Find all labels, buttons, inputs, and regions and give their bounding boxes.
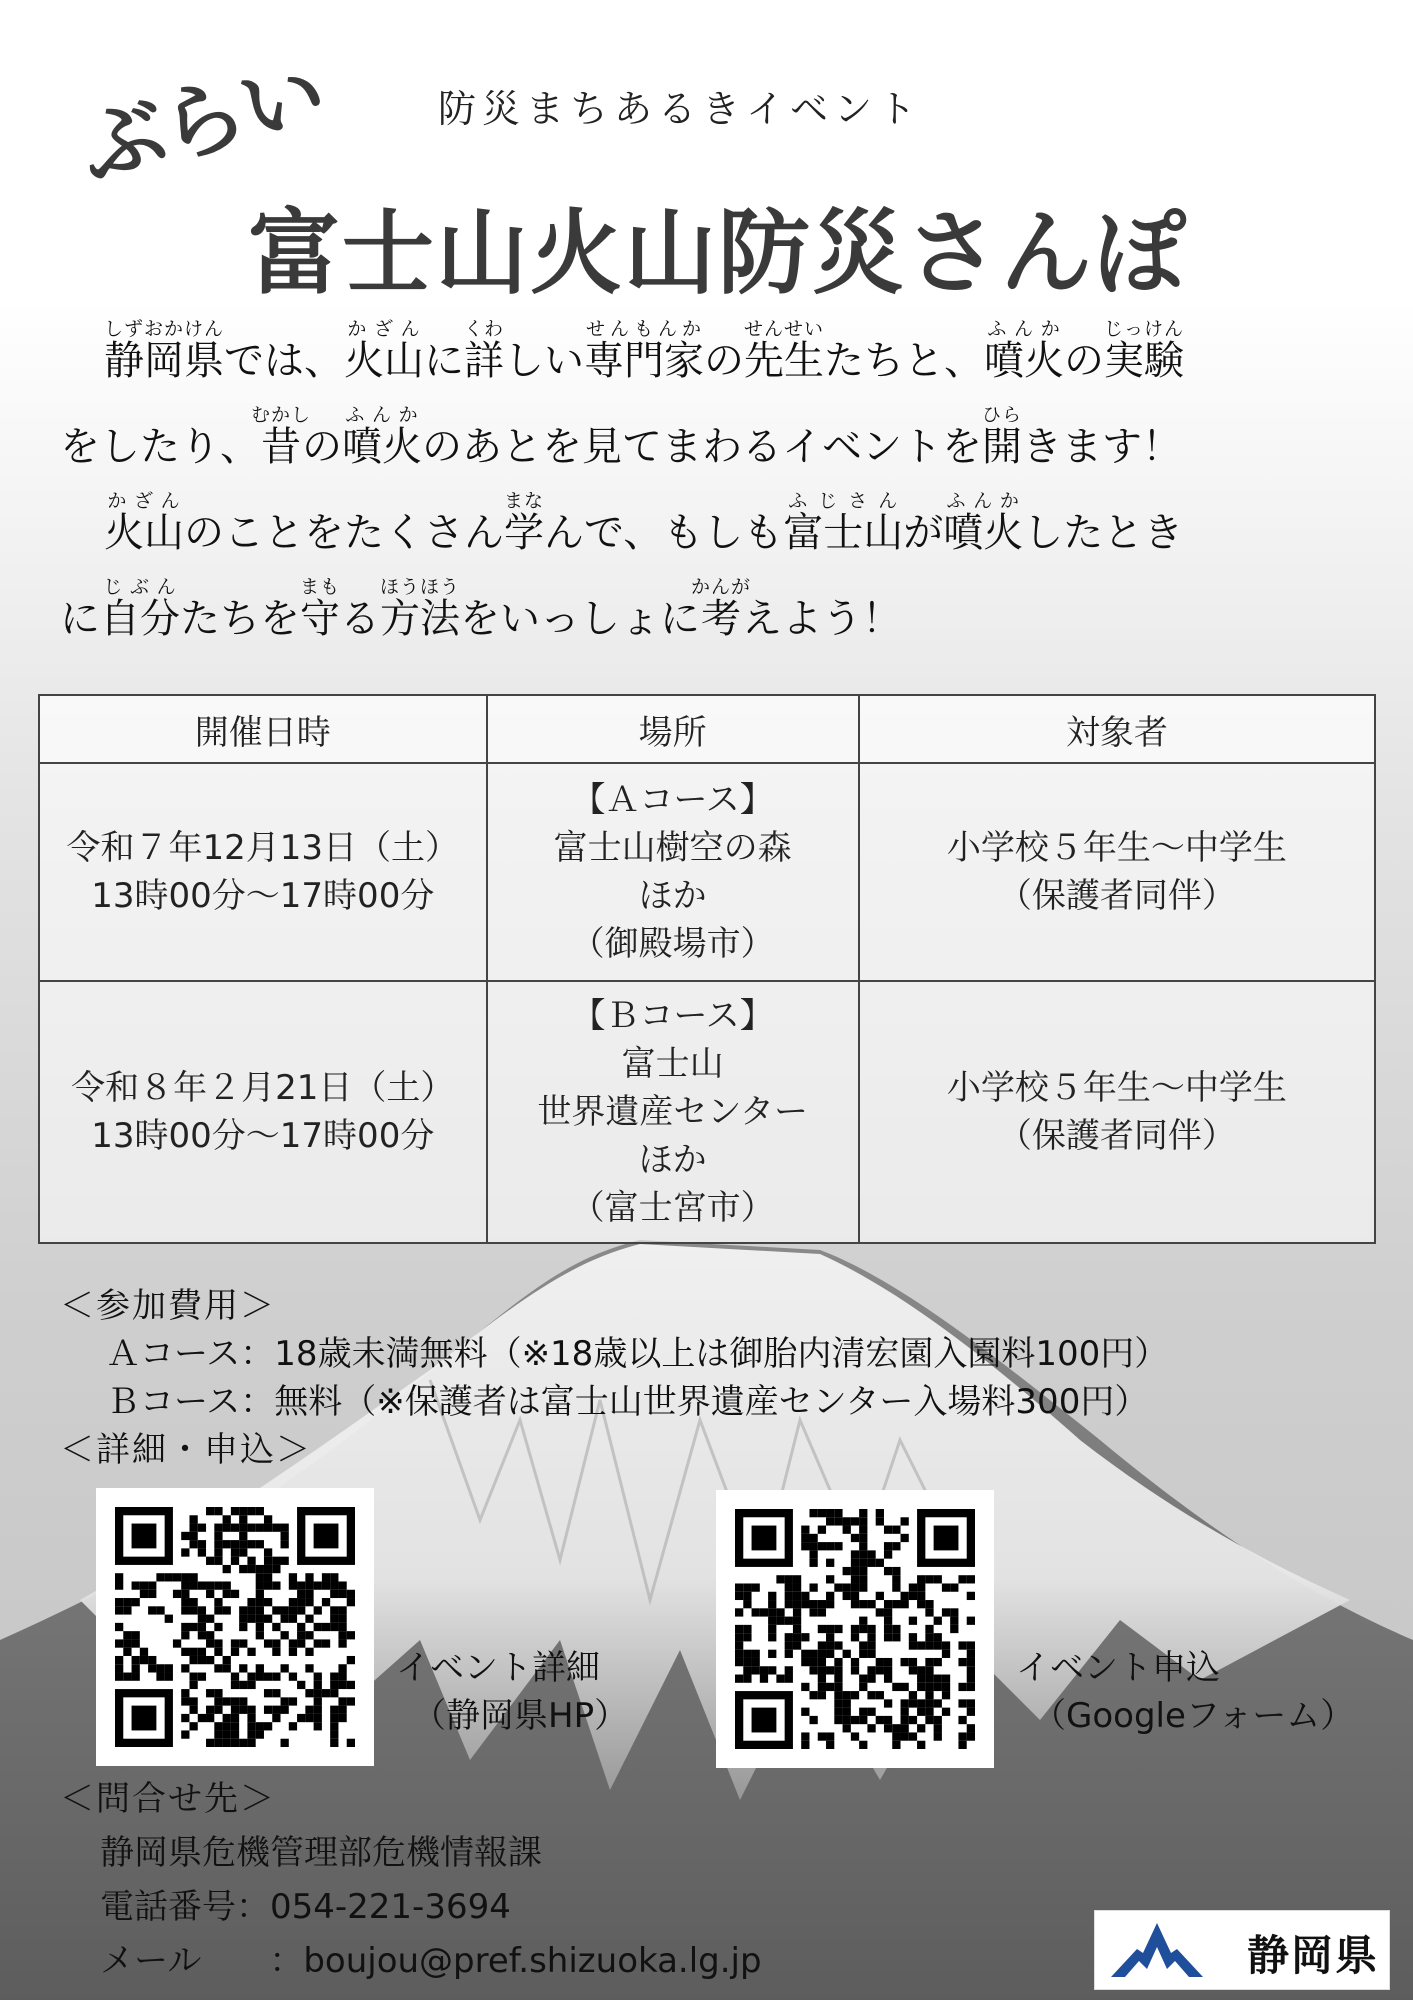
furigana-word: 火山かざん (104, 490, 184, 556)
furigana-word: 考かんが (691, 576, 752, 642)
furigana-word: 噴火ふんか (984, 318, 1065, 384)
header-target: 対象者 (859, 695, 1375, 763)
furigana-word: 先生せんせい (744, 318, 825, 384)
intro-line-4 (60, 576, 1360, 662)
intro-text-segment: のあとを見てまわるイベントを (422, 424, 982, 470)
furigana-word: 学まな (504, 490, 545, 556)
furigana-reading: ふんか (342, 404, 422, 426)
furigana-word: 自分じぶん (100, 576, 180, 642)
intro-text-segment: の (302, 424, 342, 470)
furigana-reading: ひら (982, 404, 1023, 426)
furigana-reading: まも (300, 576, 341, 598)
intro-line-3 (60, 490, 1360, 576)
intro-text-segment: をいっしょに (460, 596, 701, 642)
contact-phone[interactable]: 電話番号：054-221-3694 (100, 1887, 511, 1927)
place-cell: 【Ｂコース】 富士山 世界遺産センター ほか （富士宮市） (487, 981, 859, 1243)
prefecture-emblem-icon (1107, 1919, 1207, 1981)
contact-section (60, 1772, 762, 1988)
intro-text-segment: したとき (1023, 510, 1184, 556)
furigana-reading: じっけん (1104, 318, 1185, 340)
header-place: 場所 (487, 695, 859, 763)
furigana-word: 昔むかし (251, 404, 312, 470)
intro-text-segment: しい (504, 338, 585, 384)
table-row (39, 981, 1375, 1243)
furigana-reading: ふんか (984, 318, 1065, 340)
intro-text-segment: えよう！ (742, 596, 903, 642)
furigana-reading: せんもんか (584, 318, 704, 340)
intro-text-segment: のことをたくさん (184, 510, 504, 556)
contact-department: 静岡県危機管理部危機情報課 (100, 1833, 542, 1873)
qr-code-icon (115, 1507, 355, 1747)
furigana-reading: まな (504, 490, 545, 512)
furigana-word: 噴火ふんか (943, 490, 1024, 556)
furigana-reading: ふんか (943, 490, 1024, 512)
event-application-caption: イベント申込 （Googleフォーム） (1016, 1648, 1355, 1736)
fee-course-b: Ｂコース：無料（※保護者は富士山世界遺産センター入場料300円） (106, 1382, 1149, 1422)
intro-text-segment: たちと、 (824, 338, 985, 384)
qr-code-icon (735, 1509, 975, 1749)
furigana-reading: くわ (464, 318, 505, 340)
fees-section (60, 1282, 1168, 1474)
intro-line-1 (60, 318, 1360, 404)
contact-heading: ＜問合せ先＞ (60, 1779, 276, 1819)
fees-heading: ＜参加費用＞ (60, 1286, 276, 1326)
event-schedule-table (38, 694, 1376, 1244)
date-cell: 令和７年12月13日（土） 13時00分～17時00分 (39, 763, 487, 981)
intro-text-segment: んで、もしも (544, 510, 784, 556)
furigana-reading: ふじさん (783, 490, 904, 512)
event-subtitle: 防災まちあるきイベント (438, 87, 923, 131)
furigana-word: 実験じっけん (1104, 318, 1185, 384)
intro-text (60, 318, 1360, 662)
place-cell: 【Ａコース】 富士山樹空の森 ほか （御殿場市） (487, 763, 859, 981)
furigana-word: 静岡県しずおかけん (104, 318, 225, 384)
furigana-reading: かざん (104, 490, 184, 512)
furigana-reading: かんが (691, 576, 752, 598)
intro-text-segment: たちを (180, 596, 300, 642)
furigana-word: 守まも (300, 576, 341, 642)
intro-text-segment: では、 (224, 338, 345, 384)
fee-course-a: Ａコース：18歳未満無料（※18歳以上は御胎内清宏園入園料100円） (106, 1334, 1169, 1374)
furigana-word: 方法ほうほう (380, 576, 461, 642)
logo-text: 静岡県 (1247, 1931, 1380, 1980)
intro-text-segment: る (340, 596, 380, 642)
target-cell: 小学校５年生～中学生 （保護者同伴） (859, 763, 1375, 981)
tagline: ぶらい (71, 43, 334, 199)
intro-text-segment: きます！ (1022, 424, 1182, 470)
intro-line-2 (60, 404, 1360, 490)
apply-heading: ＜詳細・申込＞ (60, 1430, 312, 1470)
furigana-reading: ほうほう (380, 576, 461, 598)
contact-email[interactable]: メール ：boujou@pref.shizuoka.lg.jp (100, 1941, 762, 1981)
furigana-reading: むかし (251, 404, 312, 426)
furigana-word: 専門家せんもんか (584, 318, 705, 384)
target-cell: 小学校５年生～中学生 （保護者同伴） (859, 981, 1375, 1243)
furigana-reading: じぶん (100, 576, 180, 598)
intro-text-segment: が (903, 510, 944, 556)
intro-text-segment: の (704, 338, 745, 384)
furigana-reading: かざん (344, 318, 425, 340)
event-application-qr-code[interactable] (716, 1490, 994, 1768)
event-title: 富士山火山防災さんぽ (248, 200, 1189, 307)
furigana-reading: しずおかけん (104, 318, 225, 340)
intro-text-segment: の (1064, 338, 1105, 384)
intro-text-segment: に (60, 596, 100, 642)
furigana-word: 開ひら (982, 404, 1023, 470)
header-date: 開催日時 (39, 695, 487, 763)
furigana-word: 噴火ふんか (342, 404, 422, 470)
furigana-reading: せんせい (744, 318, 825, 340)
furigana-word: 富士山ふじさん (783, 490, 904, 556)
intro-text-segment: に (424, 338, 465, 384)
event-details-qr-code[interactable] (96, 1488, 374, 1766)
date-cell: 令和８年２月21日（土） 13時00分～17時00分 (39, 981, 487, 1243)
table-row (39, 763, 1375, 981)
furigana-word: 詳くわ (464, 318, 505, 384)
furigana-word: 火山かざん (344, 318, 425, 384)
intro-text-segment: をしたり、 (60, 424, 260, 470)
event-details-caption: イベント詳細 （静岡県HP） (396, 1648, 629, 1736)
shizuoka-prefecture-logo (1094, 1910, 1390, 1990)
